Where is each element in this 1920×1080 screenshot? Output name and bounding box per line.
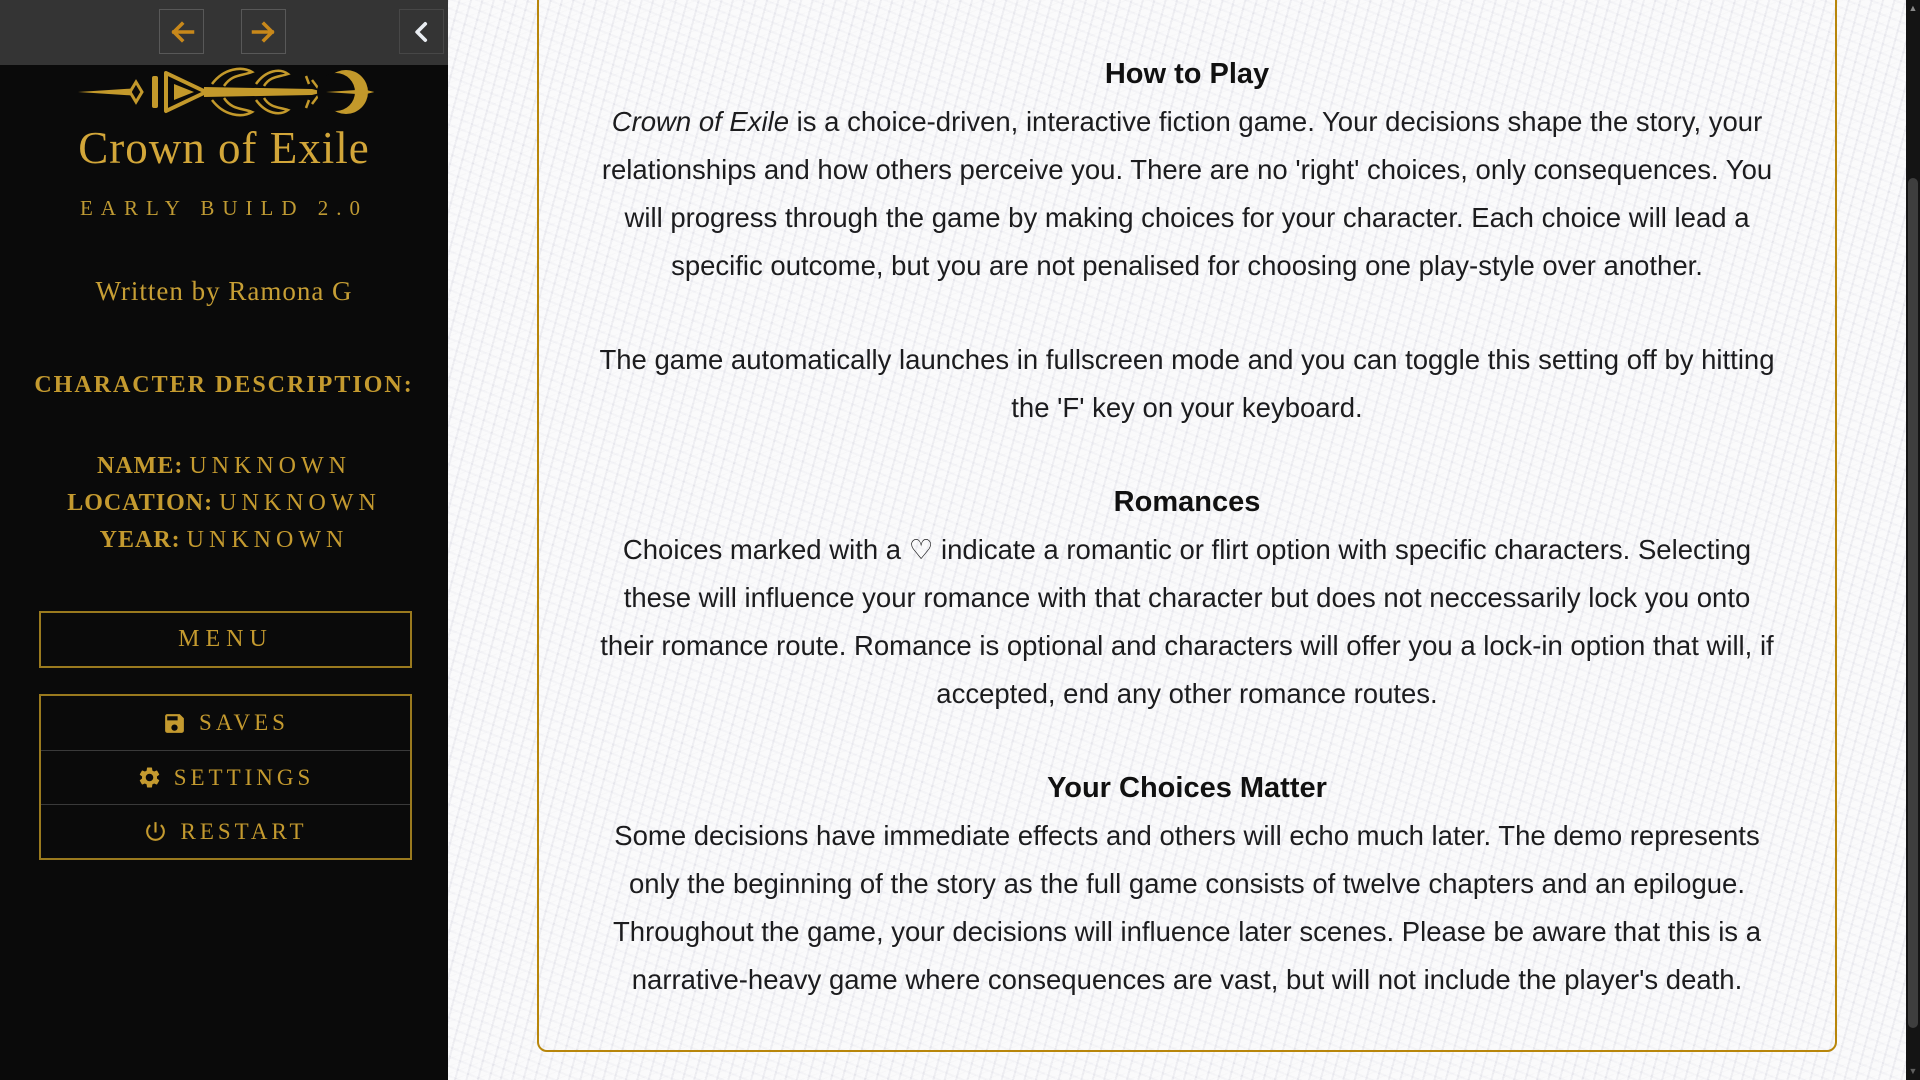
sidebar	[0, 0, 448, 1080]
restart-button[interactable]	[41, 804, 410, 858]
restart-label: RESTART	[180, 818, 308, 844]
character-description	[0, 448, 448, 559]
paragraph-how-to-play-1	[597, 98, 1777, 290]
instructions-panel	[537, 0, 1837, 1052]
settings-label: SETTINGS	[173, 764, 315, 790]
scrollbar-up-arrow-icon[interactable]: ▲	[1908, 2, 1918, 13]
paragraph-how-to-play-1-text: is a choice-driven, interactive fiction game. Your decisions shape the story, your relationships and how others perceive you. There are no 'right' choices, only consequences. You will progress through the game by making choices for your character. Each choice will lead a specific outcome, but you are not penalised for choosing one play-style over another.	[601, 106, 1773, 281]
arrow-left-icon	[168, 18, 196, 46]
character-description-heading: CHARACTER DESCRIPTION:	[34, 372, 414, 398]
ornate-sword-icon	[74, 62, 374, 122]
section-heading-how-to-play: How to Play	[1104, 58, 1270, 90]
paragraph-romances: Choices marked with a ♡ indicate a romantic or flirt option with specific characters. Selecting these will influence your romance with that character but does not neccessarily lock you onto their romance route. Romance is optional and characters will offer you a lock-in option that will, if accepted, end any other romance routes.	[600, 534, 1774, 709]
scrollbar-down-arrow-icon[interactable]: ▼	[1908, 1065, 1918, 1076]
author-credit: Written by Ramona G	[95, 276, 353, 306]
menu-button[interactable]: MENU	[39, 611, 412, 668]
scrollbar-thumb[interactable]	[1908, 178, 1918, 1028]
gear-icon	[137, 765, 162, 790]
forward-button[interactable]	[241, 9, 286, 54]
character-location-value: UNKNOWN	[219, 490, 381, 516]
sidebar-actions	[39, 694, 412, 860]
character-location-label: LOCATION:	[67, 490, 214, 516]
section-heading-choices-matter: Your Choices Matter	[1047, 772, 1327, 804]
collapse-sidebar-button[interactable]	[399, 9, 444, 54]
character-year-row	[0, 522, 448, 559]
character-name-value: UNKNOWN	[189, 453, 351, 479]
floppy-disk-icon	[162, 711, 187, 736]
saves-label: SAVES	[199, 710, 289, 735]
build-version-label: EARLY BUILD 2.0	[79, 196, 369, 220]
power-icon	[143, 819, 168, 844]
saves-button[interactable]	[41, 696, 410, 750]
paragraph-choices-matter: Some decisions have immediate effects and others will echo much later. The demo represents only the beginning of the story as the full game consists of twelve chapters and an epilogue. Throughout the game, your decisions will influence later scenes. Please be aware that this is a narrative-heavy game where consequences are vast, but will not include the player's death.	[613, 820, 1761, 995]
nav-topbar	[0, 0, 448, 65]
arrow-right-icon	[250, 18, 278, 46]
character-year-value: UNKNOWN	[186, 527, 349, 553]
game-title: Crown of Exile	[78, 123, 370, 173]
back-button[interactable]	[159, 9, 204, 54]
paragraph-how-to-play-2: The game automatically launches in fullscreen mode and you can toggle this setting off by hitting the 'F' key on your keyboard.	[599, 344, 1775, 423]
page-scrollbar[interactable]	[1906, 0, 1920, 1080]
section-heading-romances: Romances	[1113, 486, 1261, 518]
character-location-row	[0, 485, 448, 522]
character-name-label: NAME:	[97, 453, 184, 479]
character-name-row	[0, 448, 448, 485]
settings-button[interactable]	[41, 750, 410, 804]
character-year-label: YEAR:	[99, 527, 181, 553]
chevron-left-icon	[409, 19, 435, 45]
game-title-inline: Crown of Exile	[611, 106, 790, 137]
